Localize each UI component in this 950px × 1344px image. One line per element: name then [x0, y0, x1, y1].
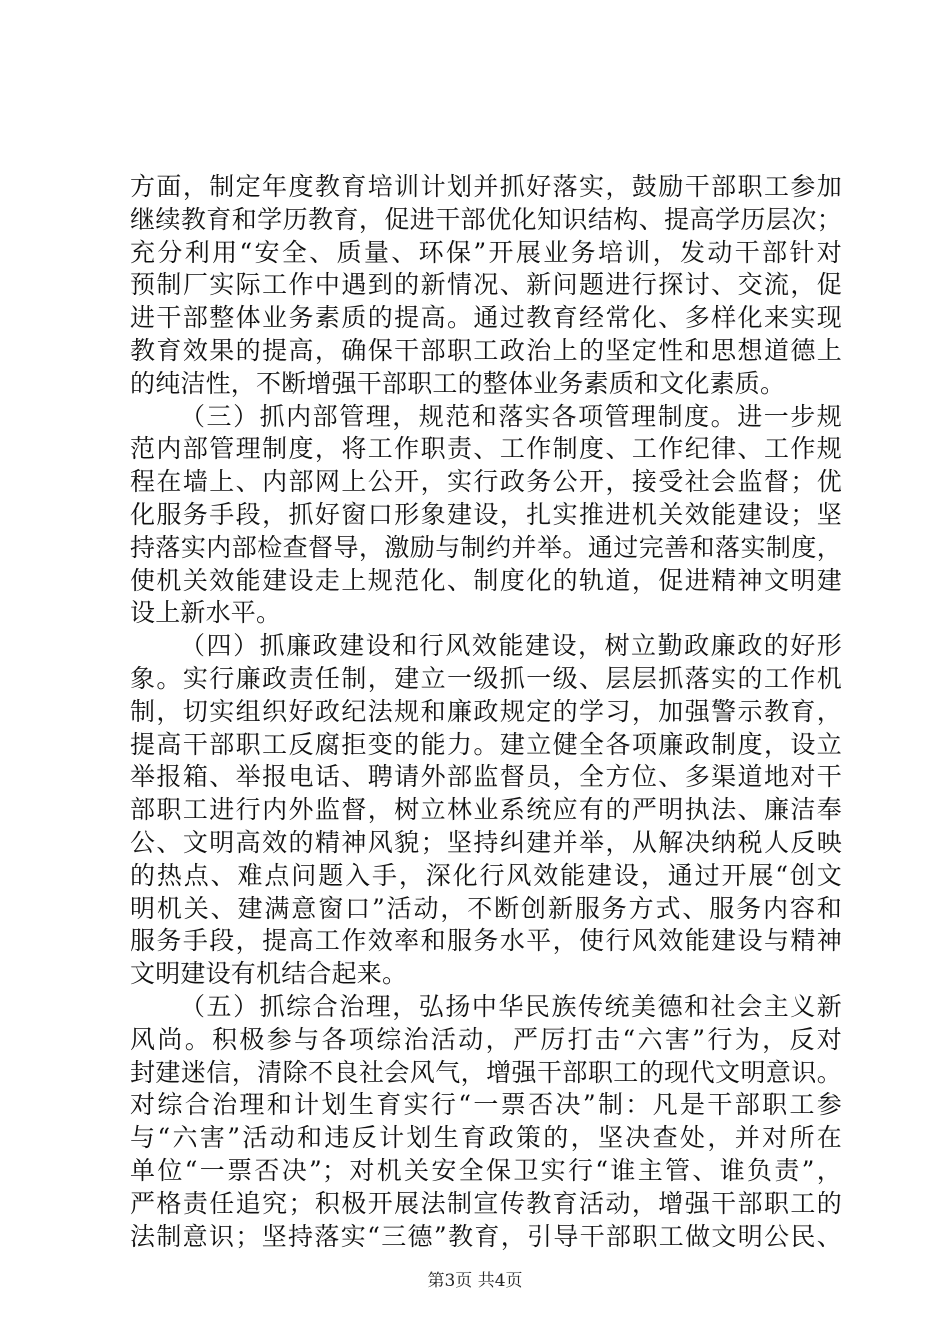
text-line: 预制厂实际工作中遇到的新情况、新问题进行探讨、交流，促: [130, 270, 842, 300]
text-line: 风尚。积极参与各项综治活动，严厉打击“六害”行为，反对: [130, 1024, 842, 1054]
text-line: 提高干部职工反腐拒变的能力。建立健全各项廉政制度，设立: [130, 729, 842, 759]
text-line: 文明建设有机结合起来。: [130, 959, 408, 989]
text-line: 象。实行廉政责任制，建立一级抓一级、层层抓落实的工作机: [130, 663, 842, 693]
paragraph-heading-line: （三）抓内部管理，规范和落实各项管理制度。进一步规: [180, 401, 842, 431]
text-line: 设上新水平。: [130, 598, 282, 628]
text-line: 化服务手段，抓好窗口形象建设，扎实推进机关效能建设；坚: [130, 499, 842, 529]
text-line: 的纯洁性，不断增强干部职工的整体业务素质和文化素质。: [130, 368, 786, 398]
page-number-footer: 第3页 共4页: [427, 1271, 523, 1291]
text-line: 对综合治理和计划生育实行“一票否决”制：凡是干部职工参: [130, 1090, 842, 1120]
text-line: 制，切实组织好政纪法规和廉政规定的学习，加强警示教育，: [130, 696, 842, 726]
text-line: 与“六害”活动和违反计划生育政策的，坚决查处，并对所在: [130, 1123, 842, 1153]
text-line: 单位“一票否决”；对机关安全保卫实行“谁主管、谁负责”，: [130, 1155, 842, 1185]
paragraph-heading-line: （五）抓综合治理，弘扬中华民族传统美德和社会主义新: [180, 991, 842, 1021]
text-line: 明机关、建满意窗口”活动，不断创新服务方式、服务内容和: [130, 893, 842, 923]
text-line: 进干部整体业务素质的提高。通过教育经常化、多样化来实现: [130, 303, 842, 333]
text-line: 继续教育和学历教育，促进干部优化知识结构、提高学历层次；: [130, 204, 842, 234]
text-line: 公、文明高效的精神风貌；坚持纠建并举，从解决纳税人反映: [130, 827, 842, 857]
text-line: 封建迷信，清除不良社会风气，增强干部职工的现代文明意识。: [130, 1057, 842, 1087]
text-line: 服务手段，提高工作效率和服务水平，使行风效能建设与精神: [130, 926, 842, 956]
text-line: 的热点、难点问题入手，深化行风效能建设，通过开展“创文: [130, 860, 842, 890]
text-line: 持落实内部检查督导，激励与制约并举。通过完善和落实制度，: [130, 532, 842, 562]
text-line: 部职工进行内外监督，树立林业系统应有的严明执法、廉洁奉: [130, 795, 842, 825]
text-line: 法制意识；坚持落实“三德”教育，引导干部职工做文明公民、: [130, 1221, 842, 1251]
text-line: 使机关效能建设走上规范化、制度化的轨道，促进精神文明建: [130, 565, 842, 595]
text-line: 充分利用“安全、质量、环保”开展业务培训，发动干部针对: [130, 237, 842, 267]
document-body: [130, 171, 842, 1253]
text-line: 方面，制定年度教育培训计划并抓好落实，鼓励干部职工参加: [130, 172, 842, 201]
text-line: 严格责任追究；积极开展法制宣传教育活动，增强干部职工的: [130, 1188, 842, 1218]
text-line: 程在墙上、内部网上公开，实行政务公开，接受社会监督；优: [130, 467, 842, 497]
text-line: 范内部管理制度，将工作职责、工作制度、工作纪律、工作规: [130, 434, 842, 464]
text-line: 教育效果的提高，确保干部职工政治上的坚定性和思想道德上: [130, 335, 842, 365]
paragraph-heading-line: （四）抓廉政建设和行风效能建设，树立勤政廉政的好形: [180, 631, 842, 661]
text-line: 举报箱、举报电话、聘请外部监督员，全方位、多渠道地对干: [130, 762, 842, 792]
